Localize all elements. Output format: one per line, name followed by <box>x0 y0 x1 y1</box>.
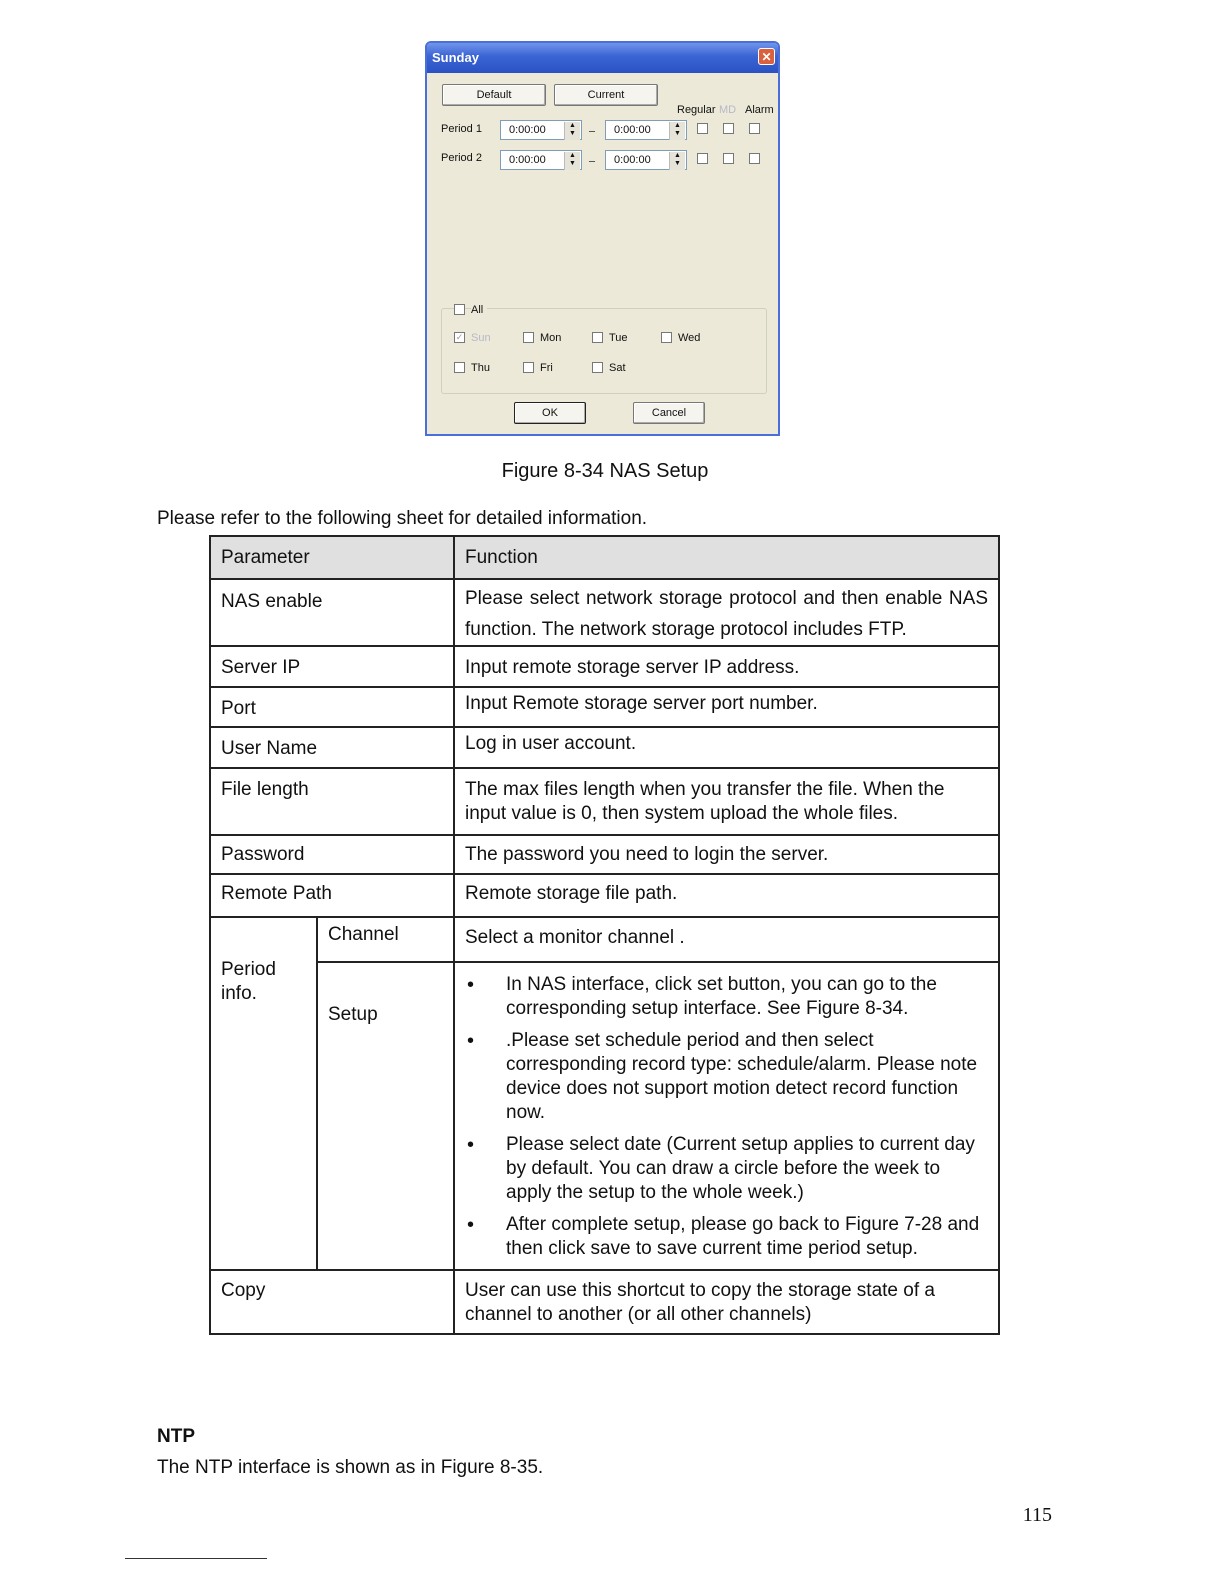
function-cell: Log in user account. <box>454 727 999 768</box>
page-number: 115 <box>1022 1504 1052 1526</box>
channel-param-cell: Channel <box>317 917 454 962</box>
param-cell: Copy <box>210 1270 454 1334</box>
spinner-icon[interactable]: ▲ ▼ <box>564 152 580 170</box>
spinner-icon[interactable]: ▲ ▼ <box>564 122 580 140</box>
period-2-end-value: 0:00:00 <box>614 154 651 166</box>
table-row <box>210 646 999 687</box>
thu-checkbox[interactable] <box>454 362 465 373</box>
function-cell: Please select network storage protocol and then enable NAS function. The network storage protocol includes FTP. <box>454 579 999 646</box>
table-row <box>210 917 999 962</box>
ntp-text: The NTP interface is shown as in Figure 8-35. <box>157 1457 544 1478</box>
period-2-md-checkbox[interactable] <box>723 153 734 164</box>
intro-text: Please refer to the following sheet for detailed information. <box>157 508 648 529</box>
table-row <box>210 962 999 1270</box>
mon-checkbox[interactable] <box>523 332 534 343</box>
ok-button[interactable]: OK <box>514 402 586 424</box>
sat-label: Sat <box>609 362 626 374</box>
param-cell: Port <box>210 687 454 727</box>
footer-rule <box>125 1558 267 1559</box>
figure-caption: Figure 8-34 NAS Setup <box>501 460 709 482</box>
table-row <box>210 579 999 646</box>
range-dash <box>589 161 595 162</box>
period-2-regular-checkbox[interactable] <box>697 153 708 164</box>
period-1-start-input[interactable] <box>500 120 582 140</box>
default-button[interactable]: Default <box>442 84 546 106</box>
ntp-heading: NTP <box>157 1426 195 1447</box>
setup-bullet-list <box>465 973 988 1261</box>
function-cell: User can use this shortcut to copy the storage state of a channel to another (or all other channels) <box>454 1270 999 1334</box>
parameter-table <box>209 535 1000 1335</box>
all-checkbox[interactable] <box>454 304 465 315</box>
wed-checkbox[interactable] <box>661 332 672 343</box>
table-row <box>210 1270 999 1334</box>
period-1-md-checkbox[interactable] <box>723 123 734 134</box>
channel-function-cell: Select a monitor channel . <box>454 917 999 962</box>
period-1-regular-checkbox[interactable] <box>697 123 708 134</box>
days-group <box>441 308 767 394</box>
tue-label: Tue <box>609 332 628 344</box>
sun-checkbox[interactable]: ✓ <box>455 332 464 342</box>
spinner-icon[interactable]: ▲ ▼ <box>669 152 685 170</box>
sat-checkbox[interactable] <box>592 362 603 373</box>
function-header: Function <box>454 536 999 579</box>
table-row <box>210 835 999 874</box>
cancel-button[interactable]: Cancel <box>633 402 705 424</box>
sun-label: Sun <box>471 332 491 344</box>
fri-label: Fri <box>540 362 553 374</box>
list-item: • Please select date (Current setup applies to current day by default. You can draw a circle before the week to apply the setup to the whole week.) <box>465 1133 988 1205</box>
period-1-label: Period 1 <box>441 123 482 135</box>
period-2-end-input[interactable] <box>605 150 687 170</box>
all-label: All <box>471 304 487 316</box>
column-alarm-label: Alarm <box>745 104 774 116</box>
list-item: • .Please set schedule period and then select corresponding record type: schedule/alarm. Please note device does not support motion detect record function now. <box>465 1029 988 1125</box>
fri-checkbox[interactable] <box>523 362 534 373</box>
table-row <box>210 727 999 768</box>
period-1-end-input[interactable] <box>605 120 687 140</box>
tue-checkbox[interactable] <box>592 332 603 343</box>
spinner-icon[interactable]: ▲ ▼ <box>669 122 685 140</box>
close-icon[interactable]: ✕ <box>758 48 775 65</box>
function-cell: Input remote storage server IP address. <box>454 646 999 687</box>
period-2-alarm-checkbox[interactable] <box>749 153 760 164</box>
period-2-label: Period 2 <box>441 152 482 164</box>
wed-label: Wed <box>678 332 701 344</box>
thu-label: Thu <box>471 362 490 374</box>
table-row <box>210 687 999 727</box>
range-dash <box>589 131 595 132</box>
table-row <box>210 768 999 835</box>
function-cell: The max files length when you transfer the file. When the input value is 0, then system upload the whole files. <box>454 768 999 835</box>
list-item: • In NAS interface, click set button, you can go to the corresponding setup interface. See Figure 8-34. <box>465 973 988 1021</box>
period-1-end-value: 0:00:00 <box>614 124 651 136</box>
function-cell: Remote storage file path. <box>454 874 999 917</box>
list-item: • After complete setup, please go back to Figure 7-28 and then click save to save current time period setup. <box>465 1213 988 1261</box>
setup-param-cell: Setup <box>317 962 454 1270</box>
column-md-label: MD <box>719 104 737 116</box>
param-cell: File length <box>210 768 454 835</box>
param-cell: Remote Path <box>210 874 454 917</box>
parameter-header: Parameter <box>210 536 454 579</box>
column-regular-label: Regular <box>677 104 716 116</box>
current-button[interactable]: Current <box>554 84 658 106</box>
dialog-titlebar[interactable] <box>427 43 778 73</box>
table-row <box>210 874 999 917</box>
setup-function-cell <box>454 962 999 1270</box>
period-2-start-value: 0:00:00 <box>509 154 546 166</box>
period-1-start-value: 0:00:00 <box>509 124 546 136</box>
period-info-cell: Period info. <box>210 917 317 1270</box>
period-1-alarm-checkbox[interactable] <box>749 123 760 134</box>
param-cell: Password <box>210 835 454 874</box>
param-cell: User Name <box>210 727 454 768</box>
period-2-start-input[interactable] <box>500 150 582 170</box>
table-header-row <box>210 536 999 579</box>
function-cell: Input Remote storage server port number. <box>454 687 999 727</box>
dialog-title: Sunday <box>432 50 479 65</box>
param-cell: Server IP <box>210 646 454 687</box>
param-cell: NAS enable <box>210 579 454 646</box>
function-cell: The password you need to login the server. <box>454 835 999 874</box>
sunday-dialog <box>425 41 780 436</box>
mon-label: Mon <box>540 332 562 344</box>
